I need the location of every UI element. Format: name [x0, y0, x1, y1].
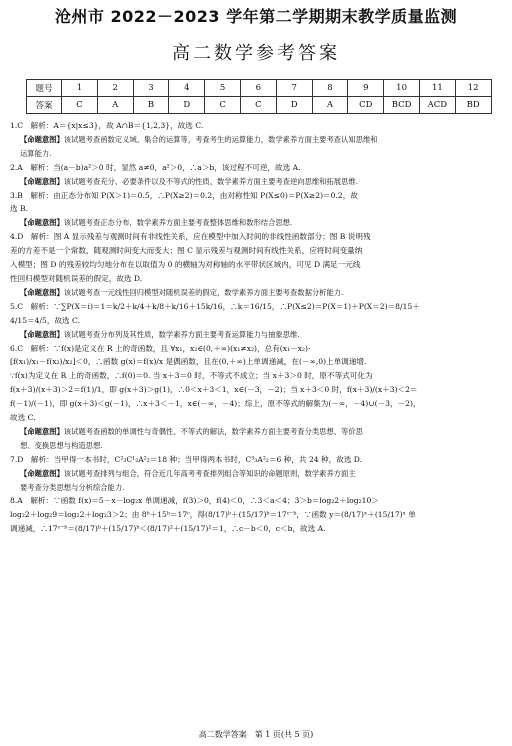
solution-line: 性回归模型对随机误差的假定，故选 D. — [10, 273, 143, 283]
answer-cell: D — [276, 97, 312, 114]
intent-label: 【命题意图】 — [20, 176, 64, 186]
solution-line: 1.C 解析：A＝{x|x≤3}，故 A∩B＝{1,2,3}，故选 C. — [10, 121, 204, 130]
question-number: 1 — [62, 80, 98, 97]
intent-label: 【命题意图】 — [20, 218, 64, 228]
solution-line: 选 B. — [10, 204, 29, 214]
solution-line: 调递减，∴17ᶜ⁻ᵇ＝(8/17)ᵇ＋(15/17)ᵇ＜(8/17)²＋(15/17)²＝1，∴c－b＜0，c＜b，故选 A. — [10, 524, 326, 534]
solution-line: log₂2＋log₂9＝log₂2＋log₂3＞2；由 8ᵇ＋15ᵇ＝17ᶜ，得(8/17)ᵇ＋(15/17)ᵇ＝17ᶜ⁻ᵇ，∵函数 y＝(8/17)ˣ＋(15/17)ˣ 单 — [10, 510, 416, 520]
intent-label: 【命题意图】 — [20, 329, 64, 339]
answer-cell: C — [240, 97, 276, 114]
solution-line: 2.A 解析：当(a－b)a²＞0 时，显然 a≠0，a²＞0，∴a＞b，该过程不可逆，故选 A. — [10, 162, 301, 172]
intent-line: 【命题意图】该试题考查一元线性回归模型对随机误差的假定，数学素养方面主要考查数据分析能力. — [20, 287, 344, 297]
solution-line: ∵f(x)为定义在 R 上的奇函数，∴f(0)＝0. 当 x＋3＝0 时，不等式不成立；当 x＋3＞0 时，原不等式可化为 — [10, 371, 373, 381]
intent-line: 【命题意图】该试题考查充分、必要条件以及不等式的性质，数学素养方面主要考查逆向思维和拓展思维. — [20, 176, 358, 186]
solution-line: 3.B 解析：由正态分布知 P(X＞1)＝0.5，∴P(X≥2)＝0.2，由对称性知 P(X≤0)＝P(X≥2)＝0.2，故 — [10, 190, 358, 200]
answer-cell: CD — [348, 97, 384, 114]
intent-line: 【命题意图】该试题考查函数定义域、集合的运算等，考查考生的运算能力，数学素养方面主要考查认知思维和 — [20, 134, 378, 144]
intent-line: 运算能力. — [20, 148, 52, 158]
question-number: 9 — [348, 80, 384, 97]
solution-line: f(－1)/(－1)，即 g(x＋3)＜g(－1)，∴x＋3＜－1，x∈(－∞，－4)；综上，原不等式的解集为(－∞，－4)∪(－3，－2)， — [10, 399, 421, 409]
row-label: 答案 — [27, 97, 62, 114]
intent-line: 【命题意图】该试题考查分布列及其性质，数学素养方面主要考查运算能力与抽象思维. — [20, 329, 300, 339]
intent-label: 【命题意图】 — [20, 134, 64, 144]
question-number-row — [27, 80, 492, 97]
solution-line: [f(x₁)/x₁－f(x₂)/x₂]＜0，∴函数 g(x)＝f(x)/x 是偶函数，且在(0,＋∞)上单调递减，在(－∞,0)上单调递增. — [10, 357, 367, 367]
answer-cell: D — [169, 97, 205, 114]
document-title: 高二数学参考答案 — [172, 43, 340, 64]
question-number: 7 — [276, 80, 312, 97]
question-number: 12 — [455, 80, 491, 97]
answer-cell: BCD — [384, 97, 420, 114]
answer-cell: BD — [455, 97, 491, 114]
intent-line: 【命题意图】该试题考查正态分布，数学素养方面主要考查整体思维和数形结合思想. — [20, 218, 293, 228]
solution-line: f(x＋3)/(x＋3)＞2＝f(1)/1，即 g(x＋3)＞g(1)，∴0＜x＋3＜1，x∈(－3，－2)；当 x＋3＜0 时，f(x＋3)/(x＋3)＜2＝ — [10, 385, 418, 395]
answer-cell: A — [97, 97, 133, 114]
question-number: 2 — [97, 80, 133, 97]
answer-cell: C — [205, 97, 241, 114]
answer-cell: C — [62, 97, 98, 114]
solution-line: 差的方差不是一个常数，随观测时间变大而变大；图 C 显示残差与观测时间有线性关系，应将时间变量纳 — [10, 246, 363, 256]
answer-cell: A — [312, 97, 348, 114]
row-label: 题号 — [27, 80, 62, 97]
intent-label: 【命题意图】 — [20, 426, 64, 436]
intent-label: 【命题意图】 — [20, 468, 64, 478]
solution-line: 故选 C. — [10, 413, 36, 423]
solution-line: 8.A 解析：∵函数 f(x)＝5－x－log₂x 单调递减，f(3)＞0，f(4)＜0，∴3＜a＜4；3＞b＝log₂2＋log₂10＞ — [10, 496, 379, 506]
answer-row — [27, 97, 492, 114]
question-number: 11 — [419, 80, 455, 97]
answer-table — [26, 79, 492, 114]
question-number: 6 — [240, 80, 276, 97]
question-number: 5 — [205, 80, 241, 97]
solution-line: 4.D 解析：图 A 显示残差与观测时间有非线性关系，应在模型中加入时间的非线性函数部分；图 B 说明残 — [10, 232, 371, 242]
page-footer: 高二数学答案 第 1 页(共 5 页) — [198, 730, 314, 739]
intent-line: 想、变换思想与构造思想. — [20, 440, 103, 450]
question-number: 4 — [169, 80, 205, 97]
solutions-section — [10, 119, 502, 536]
question-number: 3 — [133, 80, 169, 97]
solution-line: 入模型；图 D 的残差较均匀地分布在以取值为 0 的横轴为对称轴的水平带状区域内，可见 D 满足一元线 — [10, 260, 361, 270]
answer-cell: ACD — [419, 97, 455, 114]
intent-line: 要考查分类思想与分析综合能力. — [20, 482, 125, 492]
solution-line: 6.C 解析：∵f(x)是定义在 R 上的奇函数，且 ∀x₁，x₂∈(0,＋∞)(x₁≠x₂)，总有(x₁－x₂)· — [10, 343, 311, 353]
solution-line: 4/15＝4/5，故选 C. — [10, 315, 81, 325]
intent-line: 【命题意图】该试题考查函数的单调性与奇偶性、不等式的解法，数学素养方面主要考查分类思想、等价思 — [20, 426, 363, 436]
question-number: 8 — [312, 80, 348, 97]
intent-line: 【命题意图】该试题考查排列与组合，符合近几年高考考查排列组合等知识的命题原则，数学素养方面主 — [20, 468, 356, 478]
solution-line: 7.D 解析：当甲得一本书时，C²₃C¹₂A²₂＝18 种；当甲得两本书时，C³₃A²₂＝6 种，共 24 种，故选 D. — [10, 454, 363, 464]
solution-line: 5.C 解析：∵∑P(X＝i)＝1＝k/2＋k/4＋k/8＋k/16＋15k/16，∴k＝16/15，∴P(X≤2)＝P(X＝1)＋P(X＝2)＝8/15＋ — [10, 301, 420, 311]
exam-title: 沧州市 2022－2023 学年第二学期期末教学质量监测 — [54, 7, 458, 26]
answer-cell: B — [133, 97, 169, 114]
intent-label: 【命题意图】 — [20, 287, 64, 297]
question-number: 10 — [384, 80, 420, 97]
